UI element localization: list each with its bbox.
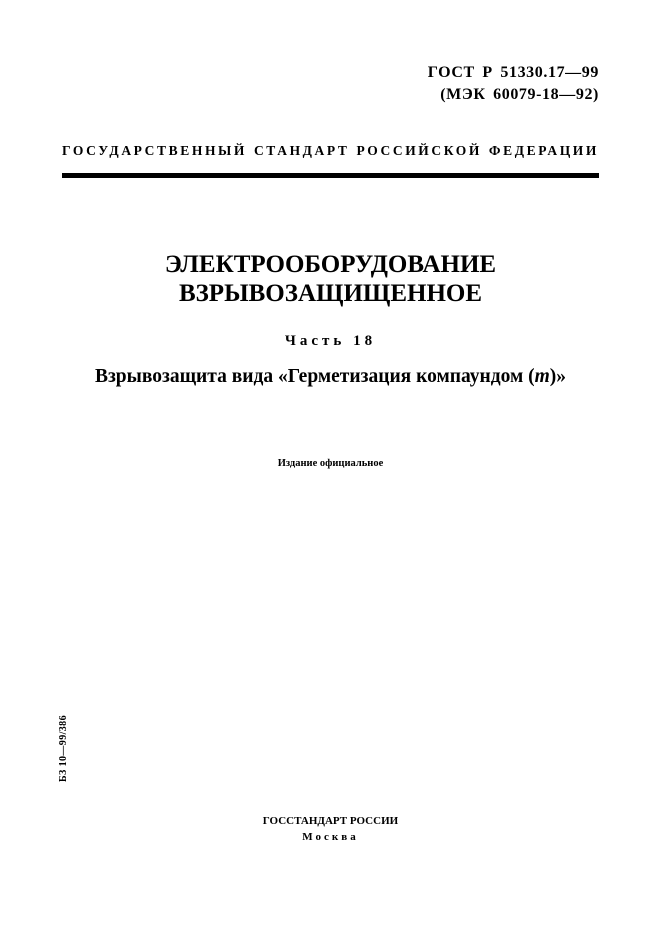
header-divider	[62, 173, 599, 178]
gost-code-block	[428, 62, 599, 106]
publisher-block	[0, 813, 661, 845]
main-title	[0, 250, 661, 308]
subtitle-prefix: Взрывозащита вида «Герметизация компаундом (	[94, 366, 535, 387]
gost-number: ГОСТ Р 51330.17—99	[427, 64, 599, 81]
subtitle-italic: m	[534, 366, 550, 387]
publisher-name: ГОССТАНДАРТ РОССИИ	[262, 815, 399, 827]
main-title-line-2: ВЗРЫВОЗАЩИЩЕННОЕ	[178, 280, 483, 307]
subtitle-suffix: )»	[549, 366, 567, 387]
state-standard-banner: ГОСУДАРСТВЕННЫЙ СТАНДАРТ РОССИЙСКОЙ ФЕДЕРАЦИИ	[62, 143, 599, 158]
document-subtitle	[0, 366, 661, 388]
publisher-city: Москва	[302, 831, 359, 843]
iec-number: (МЭК 60079-18—92)	[440, 86, 599, 103]
part-number: Часть 18	[284, 333, 377, 349]
main-title-line-1: ЭЛЕКТРООБОРУДОВАНИЕ	[164, 251, 497, 278]
side-code: БЗ 10—99/386	[58, 715, 69, 782]
edition-label: Издание официальное	[277, 458, 384, 469]
